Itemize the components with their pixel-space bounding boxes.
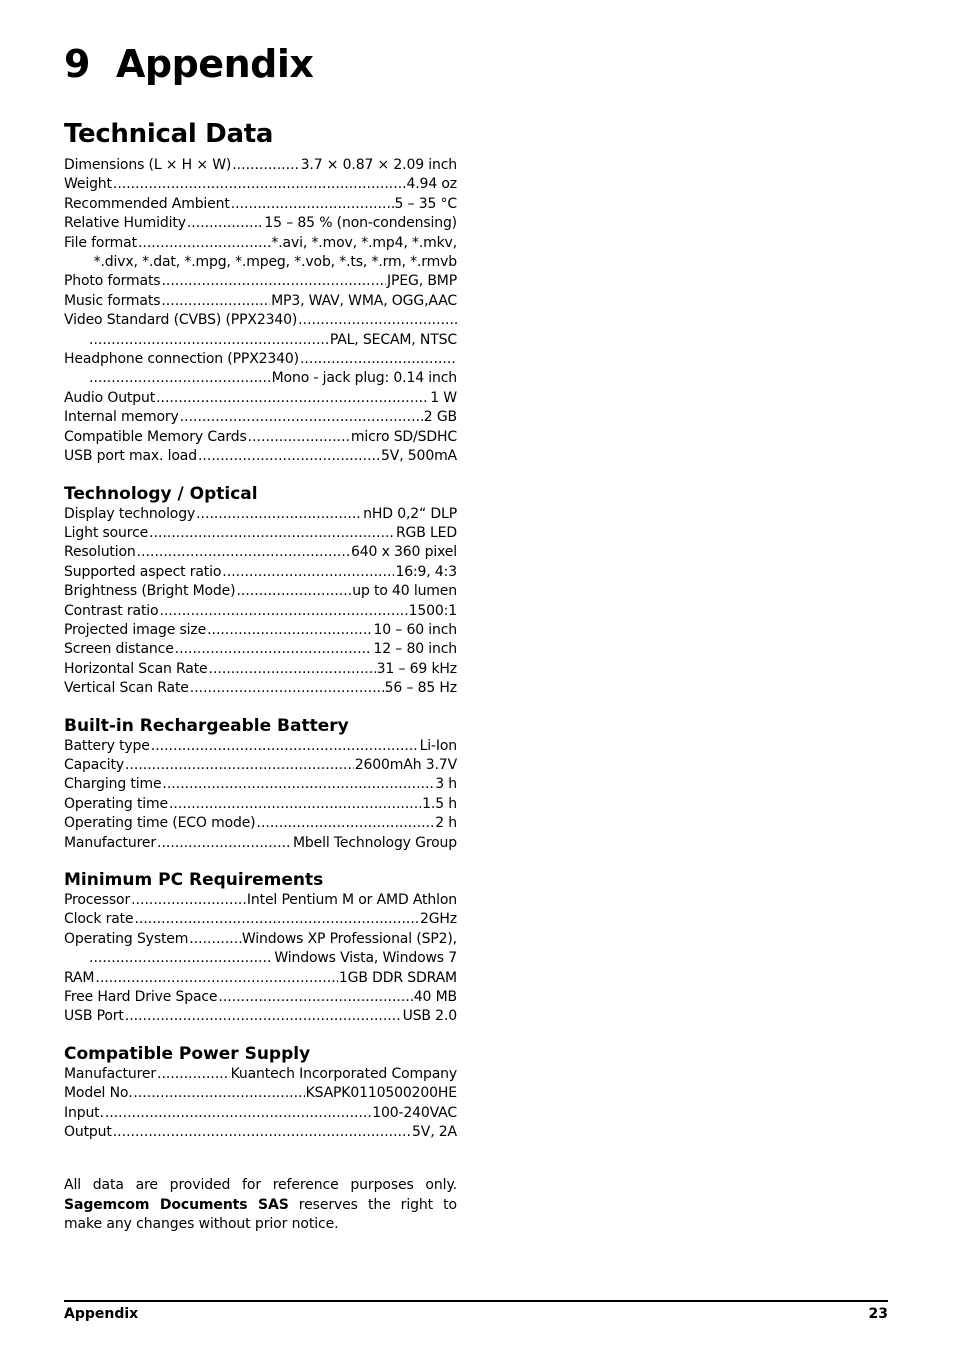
- spec-value: 10 – 60 inch: [373, 621, 457, 638]
- spec-label: Video Standard (CVBS) (PPX2340): [64, 312, 298, 329]
- spec-label: Free Hard Drive Space: [64, 989, 218, 1006]
- spec-label: Resolution: [64, 544, 136, 561]
- spec-label: Processor: [64, 892, 131, 908]
- spec-value: 15 – 85 % (non-condensing): [264, 215, 457, 232]
- leader-dots: [151, 737, 419, 756]
- spec-label: Photo formats: [64, 273, 161, 290]
- spec-label: RAM: [64, 969, 95, 986]
- spec-value: 5V, 2A: [412, 1124, 457, 1141]
- spec-label: Input.: [64, 1104, 104, 1121]
- spec-row: [64, 756, 457, 775]
- leader-dots: [156, 389, 429, 408]
- leader-dots: [175, 640, 373, 659]
- spec-value: Li-Ion: [419, 737, 457, 754]
- spec-label: Supported aspect ratio: [64, 563, 222, 580]
- leader-dots: [95, 969, 338, 988]
- section-title: Minimum PC Requirements: [64, 870, 324, 890]
- spec-value: JPEG, BMP: [387, 273, 457, 290]
- spec-row: [64, 988, 457, 1007]
- spec-label: Clock rate: [64, 911, 134, 928]
- spec-value: MP3, WAV, WMA, OGG,AAC: [271, 292, 457, 309]
- spec-value: 5V, 500mA: [381, 448, 457, 465]
- chapter-title: [64, 38, 313, 90]
- spec-label: Headphone connection (PPX2340): [64, 351, 299, 368]
- leader-dots: [207, 621, 372, 640]
- spec-row: [64, 969, 457, 988]
- spec-value: Windows XP Professional (SP2),: [241, 930, 457, 947]
- spec-value: 1500:1: [408, 602, 457, 619]
- spec-row: [64, 543, 457, 562]
- spec-value: 3 h: [435, 776, 457, 793]
- spec-row: [64, 428, 457, 447]
- spec-row: [64, 602, 457, 621]
- spec-row: [64, 679, 457, 698]
- spec-section: [64, 483, 457, 699]
- spec-value: 1GB DDR SDRAM: [338, 969, 457, 986]
- spec-value: 100-240VAC: [372, 1104, 457, 1121]
- spec-label: Music formats: [64, 292, 161, 309]
- leader-dots: [138, 234, 270, 253]
- spec-section: [64, 869, 457, 1027]
- spec-row: [64, 195, 457, 214]
- leader-dots: [105, 1104, 371, 1123]
- leader-dots: [161, 272, 386, 291]
- footer-section-name: Appendix: [64, 1306, 139, 1322]
- spec-section: [64, 156, 457, 467]
- spec-value-continuation: *.divx, *.dat, *.mpg, *.mpeg, *.vob, *.ts, *.rm, *.rmvb: [93, 254, 457, 271]
- spec-row: [64, 1084, 457, 1103]
- leader-dots: [198, 447, 380, 466]
- spec-row: [64, 660, 457, 679]
- spec-row: [64, 175, 457, 194]
- spec-label: Vertical Scan Rate: [64, 680, 189, 697]
- spec-label: Manufacturer: [64, 834, 156, 851]
- spec-value: 2 GB: [423, 409, 457, 426]
- spec-row: [64, 389, 457, 408]
- spec-label: Output: [64, 1124, 112, 1141]
- leader-dots: [180, 408, 423, 427]
- spec-label: File format: [64, 234, 137, 251]
- leader-dots: [113, 175, 406, 194]
- spec-label: Battery type: [64, 737, 150, 754]
- leader-dots: [298, 311, 457, 330]
- spec-value: up to 40 lumen: [352, 583, 457, 600]
- spec-label: Brightness (Bright Mode): [64, 583, 236, 600]
- spec-value: 40 MB: [413, 989, 457, 1006]
- leader-dots: [231, 195, 394, 214]
- spec-section: [64, 1043, 457, 1143]
- spec-row: [64, 311, 457, 330]
- leader-dots: [189, 930, 241, 949]
- spec-label: Screen distance: [64, 641, 174, 658]
- leader-dots: [159, 602, 407, 621]
- spec-value: 2 h: [435, 815, 457, 832]
- leader-dots: [89, 949, 273, 968]
- spec-label: Compatible Memory Cards: [64, 428, 247, 445]
- disclaimer-note: [64, 1176, 457, 1234]
- spec-value: 1.5 h: [422, 795, 457, 812]
- leader-dots: [157, 834, 292, 853]
- spec-row: [64, 563, 457, 582]
- page-number: 23: [868, 1306, 888, 1322]
- spec-label: Display technology: [64, 505, 196, 522]
- spec-label: USB port max. load: [64, 448, 197, 465]
- spec-label: Recommended Ambient: [64, 195, 230, 212]
- spec-row: [64, 156, 457, 175]
- spec-value: *.avi, *.mov, *.mp4, *.mkv,: [271, 234, 457, 251]
- spec-section: [64, 715, 457, 853]
- leader-dots: [134, 910, 419, 929]
- leader-dots: [257, 814, 435, 833]
- spec-value: nHD 0,2“ DLP: [363, 505, 457, 522]
- technical-data-heading: Technical Data: [64, 119, 274, 149]
- spec-value-continuation: Windows Vista, Windows 7: [274, 950, 457, 967]
- spec-row: [64, 1007, 457, 1026]
- spec-sections: [64, 156, 457, 1142]
- spec-value: 4.94 oz: [406, 176, 457, 193]
- spec-label: Contrast ratio: [64, 602, 159, 619]
- spec-value: 640 x 360 pixel: [351, 544, 457, 561]
- leader-dots: [149, 524, 395, 543]
- spec-value: Intel Pentium M or AMD Athlon: [246, 892, 457, 908]
- spec-row-continuation: [64, 331, 457, 350]
- leader-dots: [125, 756, 354, 775]
- spec-value: USB 2.0: [402, 1008, 457, 1025]
- spec-row: [64, 1104, 457, 1123]
- leader-dots: [218, 988, 412, 1007]
- leader-dots: [125, 1007, 402, 1026]
- spec-row: [64, 524, 457, 543]
- spec-row: [64, 775, 457, 794]
- leader-dots: [232, 156, 299, 175]
- spec-label: Operating time (ECO mode): [64, 815, 256, 832]
- leader-dots: [196, 505, 362, 524]
- spec-label: Charging time: [64, 776, 162, 793]
- spec-row: [64, 834, 457, 853]
- spec-label: Model No.: [64, 1085, 133, 1102]
- disclaimer-text-start: All data are provided for reference purposes only.: [64, 1177, 457, 1194]
- spec-row: [64, 292, 457, 311]
- leader-dots: [209, 660, 376, 679]
- leader-dots: [236, 582, 351, 601]
- section-title: Technology / Optical: [64, 483, 258, 504]
- spec-label: Relative Humidity: [64, 215, 186, 232]
- spec-value-continuation: Mono - jack plug: 0.14 inch: [271, 370, 457, 387]
- company-name: Sagemcom Documents SAS: [64, 1196, 289, 1213]
- leader-dots: [190, 679, 384, 698]
- section-title: Compatible Power Supply: [64, 1043, 311, 1064]
- spec-label: Capacity: [64, 756, 124, 773]
- leader-dots: [137, 543, 350, 562]
- leader-dots: [133, 1084, 304, 1103]
- spec-row-continuation: [64, 369, 457, 388]
- leader-dots: [300, 350, 457, 369]
- spec-label: Projected image size: [64, 621, 207, 638]
- leader-dots: [161, 292, 270, 311]
- spec-label: Audio Output: [64, 389, 156, 406]
- spec-value: 5 – 35 °C: [394, 195, 457, 212]
- spec-value: 1 W: [430, 389, 457, 406]
- spec-label: Operating System: [64, 930, 189, 947]
- spec-value: 3.7 × 0.87 × 2.09 inch: [300, 157, 457, 173]
- spec-label: Internal memory: [64, 409, 179, 426]
- spec-value: 31 – 69 kHz: [376, 660, 457, 677]
- spec-row: [64, 621, 457, 640]
- spec-row-continuation: [64, 949, 457, 968]
- spec-row: [64, 408, 457, 427]
- leader-dots: [187, 214, 264, 233]
- leader-dots: [113, 1123, 411, 1142]
- spec-label: Manufacturer: [64, 1065, 156, 1082]
- spec-row: [64, 272, 457, 291]
- leader-dots: [248, 428, 350, 447]
- leader-dots: [169, 795, 421, 814]
- spec-row: [64, 910, 457, 929]
- spec-row: [64, 640, 457, 659]
- spec-row-continuation: [64, 253, 457, 272]
- chapter-number: 9: [64, 42, 90, 86]
- section-title: Built-in Rechargeable Battery: [64, 715, 349, 736]
- footer-divider: [64, 1300, 888, 1302]
- spec-row: [64, 505, 457, 524]
- leader-dots: [89, 331, 329, 350]
- spec-row: [64, 350, 457, 369]
- leader-dots: [222, 563, 394, 582]
- spec-value: 12 – 80 inch: [373, 641, 457, 658]
- spec-value: 2600mAh 3.7V: [354, 756, 457, 773]
- spec-value: Kuantech Incorporated Company: [230, 1065, 457, 1082]
- leader-dots: [162, 775, 434, 794]
- spec-value: RGB LED: [395, 524, 457, 541]
- spec-label: Dimensions (L × H × W): [64, 157, 232, 173]
- spec-value: KSAPK0110500200HE: [305, 1085, 457, 1102]
- spec-row: [64, 814, 457, 833]
- spec-label: Horizontal Scan Rate: [64, 660, 208, 677]
- spec-row: [64, 795, 457, 814]
- technical-data-column: [64, 118, 457, 1235]
- spec-row: [64, 234, 457, 253]
- leader-dots: [89, 369, 271, 388]
- spec-row: [64, 1123, 457, 1142]
- spec-value: 56 – 85 Hz: [384, 680, 457, 697]
- disclaimer-text-end: reserves the right to make any changes without prior notice.: [64, 1196, 457, 1233]
- spec-row: [64, 447, 457, 466]
- chapter-name: Appendix: [116, 42, 314, 86]
- spec-value: 2GHz: [419, 911, 457, 928]
- spec-row: [64, 214, 457, 233]
- spec-label: USB Port: [64, 1008, 124, 1025]
- leader-dots: [157, 1065, 230, 1084]
- spec-row: [64, 930, 457, 949]
- spec-label: Light source: [64, 524, 149, 541]
- leader-dots: [131, 891, 246, 910]
- spec-value-continuation: PAL, SECAM, NTSC: [329, 331, 457, 348]
- spec-value: Mbell Technology Group: [292, 834, 457, 851]
- spec-row: [64, 737, 457, 756]
- spec-label: Weight: [64, 176, 112, 193]
- spec-row: [64, 1065, 457, 1084]
- spec-value: micro SD/SDHC: [350, 428, 457, 445]
- spec-row: [64, 891, 457, 910]
- spec-row: [64, 582, 457, 601]
- spec-value: 16:9, 4:3: [395, 563, 457, 580]
- spec-label: Operating time: [64, 795, 168, 812]
